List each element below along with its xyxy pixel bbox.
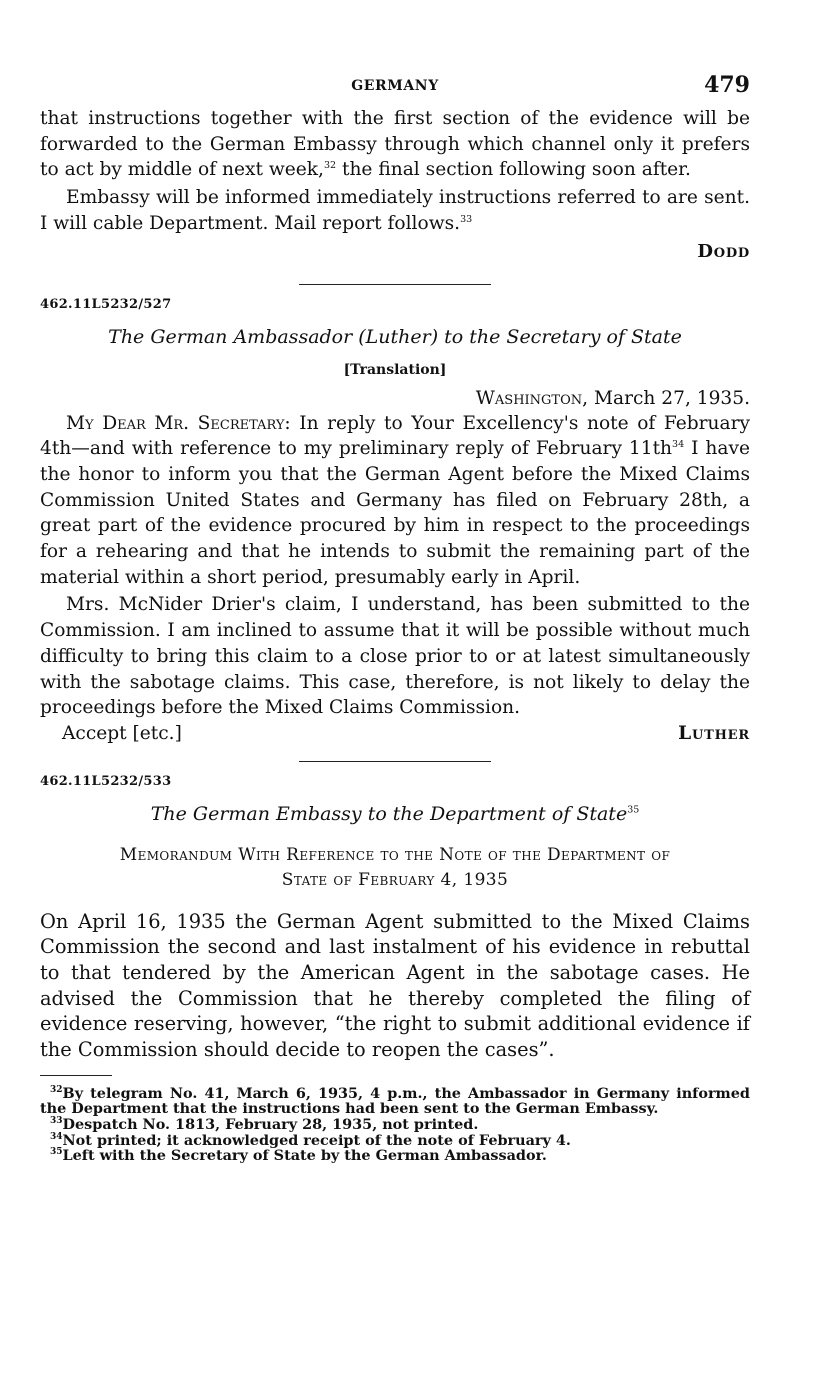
footnote-ref-33[interactable]: 33 bbox=[460, 213, 473, 225]
file-number-2: 462.11L5232/533 bbox=[40, 773, 172, 789]
memorandum-title bbox=[40, 843, 750, 893]
footnote-34: $^{34}$Not printed; it acknowledged receipt of the note of February 4. bbox=[50, 1131, 571, 1149]
letter-paragraph bbox=[40, 411, 750, 591]
footnote-ref-32[interactable]: 32 bbox=[323, 160, 337, 172]
signature-luther: Luther bbox=[678, 722, 750, 744]
memorandum-title-line-2: State of February 4, 1935 bbox=[281, 869, 509, 890]
continuation-text: that instructions together with the first section of the evidence will be forwarded to the German Embassy through which channel only it prefers to act by middle of next week, bbox=[40, 108, 750, 181]
file-number: 462.11L5232/527 bbox=[40, 296, 172, 312]
continuation-paragraph-2 bbox=[40, 185, 750, 236]
footnote-35: $^{35}$Left with the Secretary of State by the German Ambassador. bbox=[50, 1147, 547, 1165]
closing-row bbox=[40, 721, 750, 747]
document-heading: The German Ambassador (Luther) to the Secretary of State bbox=[108, 325, 682, 348]
memorandum-paragraph: On April 16, 1935 the German Agent submitted to the Mixed Claims Commission the second and last instalment of his evidence in rebuttal to that tendered by the American Agent in the sabotage cases. He advised the Commission that he thereby completed the filing of evidence reserving, however, “the right to submit additional evidence if the Commission should decide to reopen the cases”. bbox=[40, 909, 750, 1062]
dateline bbox=[40, 388, 750, 409]
footnotes bbox=[40, 1086, 750, 1164]
letter-paragraph-2: Mrs. McNider Drier's claim, I understand, has been submitted to the Commission. I am inclined to assume that it will be possible without much difficulty to bring this claim to a close prior to or at latest simultaneously with the sabotage claims. This case, therefore, is not likely to delay the proceedings before the Mixed Claims Commission. bbox=[40, 594, 750, 719]
running-title: GERMANY bbox=[351, 78, 439, 94]
footnote-32: $^{32}$By telegram No. 41, March 6, 1935, 4 p.m., the Ambassador in Germany informed the Department that the instructions had been sent to the German Embassy. bbox=[40, 1084, 750, 1118]
memorandum-title-line-1: Memorandum With Reference to the Note of the Department of bbox=[119, 844, 671, 865]
closing-text: Accept [etc.] bbox=[62, 722, 182, 744]
footnote-33: $^{33}$Despatch No. 1813, February 28, 1935, not printed. bbox=[50, 1116, 479, 1134]
footnote-ref-35[interactable]: 35 bbox=[627, 804, 640, 816]
dateline-date: March 27, 1935. bbox=[588, 387, 750, 409]
continuation-paragraph bbox=[40, 106, 750, 183]
translation-label: [Translation] bbox=[343, 361, 447, 378]
dateline-place: Washington, bbox=[475, 387, 589, 409]
signature-dodd: Dodd bbox=[697, 240, 750, 262]
letter-text: In reply to Your Excellency's note of February 4th—and with reference to my preliminary reply of February 11th bbox=[40, 412, 750, 460]
footnote-rule bbox=[40, 1075, 112, 1076]
page-number: 479 bbox=[704, 72, 750, 98]
footnote-ref-34[interactable]: 34 bbox=[672, 439, 685, 451]
running-header bbox=[40, 72, 750, 106]
continuation-text-2: Embassy will be informed immediately instructions referred to are sent. I will cable Department. Mail report follows. bbox=[40, 187, 750, 234]
document-heading-2: The German Embassy to the Department of State$^{35}$ bbox=[150, 802, 640, 825]
salutation: My Dear Mr. Secretary: bbox=[66, 412, 291, 434]
continuation-text-end: the final section following soon after. bbox=[336, 159, 691, 181]
letter-text-cont: I have the honor to inform you that the German Agent before the Mixed Claims Commission United States and Germany has filed on February 28th, a great part of the evidence procured by him in respect to the proceedings for a rehearing and that he intends to submit the remaining part of the material within a short period, presumably early in April. bbox=[40, 438, 750, 588]
section-divider bbox=[299, 284, 491, 285]
section-divider-2 bbox=[299, 761, 491, 762]
